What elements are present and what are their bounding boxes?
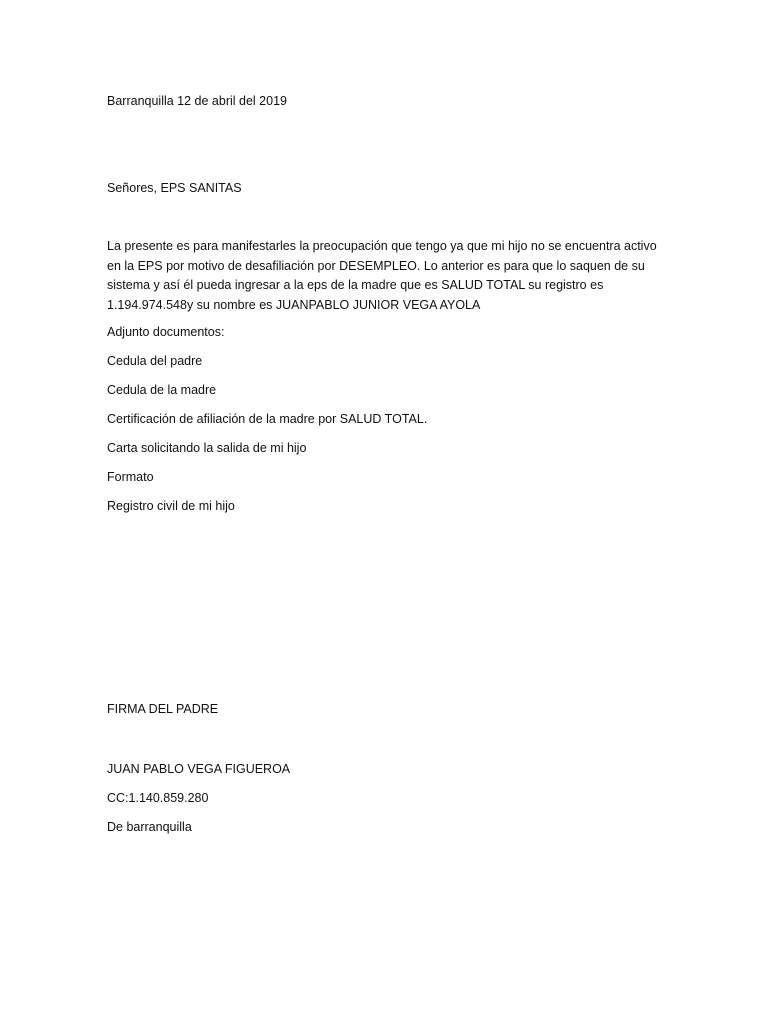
body-line: 1.194.974.548y su nombre es JUANPABLO JUNIOR VEGA AYOLA (107, 297, 481, 312)
recipient-line: Señores, EPS SANITAS (107, 181, 242, 195)
attachment-item: Certificación de afiliación de la madre por SALUD TOTAL. (107, 412, 428, 426)
signature-space (107, 725, 407, 755)
signer-id: CC:1.140.859.280 (107, 791, 209, 805)
attachments-heading: Adjunto documentos: (107, 325, 225, 339)
signer-name: JUAN PABLO VEGA FIGUEROA (107, 762, 291, 776)
attachment-item: Cedula del padre (107, 354, 203, 368)
attachment-item: Registro civil de mi hijo (107, 499, 235, 513)
attachment-item: Cedula de la madre (107, 383, 217, 397)
attachment-item: Carta solicitando la salida de mi hijo (107, 441, 307, 455)
body-line: La presente es para manifestarles la preocupación que tengo ya que mi hijo no se encuentra activo (107, 239, 657, 253)
body-paragraph (107, 237, 667, 315)
signer-city: De barranquilla (107, 820, 192, 834)
date-line: Barranquilla 12 de abril del 2019 (107, 94, 287, 108)
body-line: en la EPS por motivo de desafiliación por DESEMPLEO. Lo anterior es para que lo saquen de su (107, 258, 645, 273)
body-line: sistema y así él pueda ingresar a la eps de la madre que es SALUD TOTAL su registro es (107, 278, 604, 292)
signature-label: FIRMA DEL PADRE (107, 702, 219, 716)
attachment-item: Formato (107, 470, 154, 484)
